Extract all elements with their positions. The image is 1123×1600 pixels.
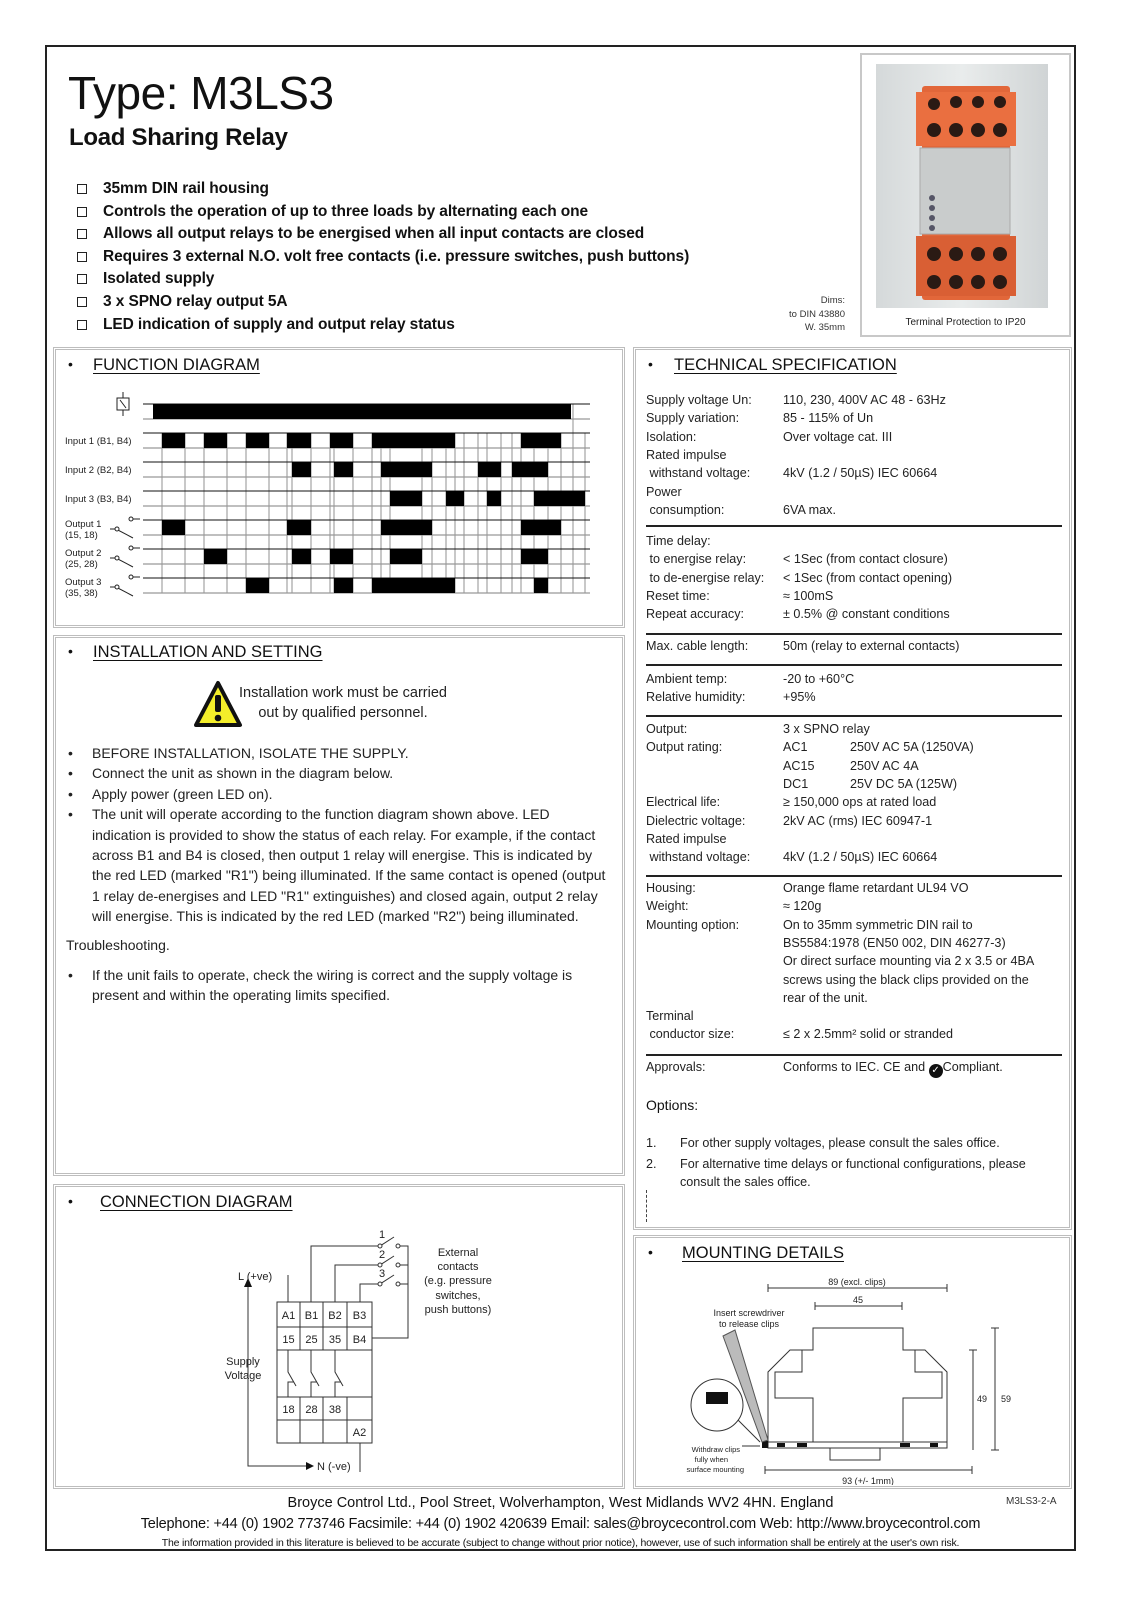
switch-icon: [129, 517, 133, 521]
clip-note: surface mounting: [686, 1465, 744, 1474]
switch-number: 1: [379, 1229, 386, 1241]
spec-label: Power: [646, 484, 682, 499]
output-terminals: (15, 18): [65, 530, 98, 541]
option-text: For other supply voltages, please consult the sales office.: [680, 1136, 1000, 1150]
dim-center: 45: [852, 1295, 864, 1305]
external-note: switches,: [435, 1290, 481, 1302]
spec-row: [646, 430, 1066, 446]
options-title: Options:: [646, 1097, 699, 1113]
spec-label: Isolation:: [646, 429, 697, 444]
spec-row: [646, 672, 1066, 688]
output-3-trace-on: [246, 578, 269, 593]
warning-icon: [193, 680, 243, 728]
bullet-icon: •: [68, 1193, 73, 1209]
supply-trace-on: [153, 404, 571, 419]
spec-label: Mounting option:: [646, 917, 740, 932]
footer-address: Broyce Control Ltd., Pool Street, Wolverhampton, West Midlands WV2 4HN. England: [287, 1495, 834, 1511]
terminal-15: 15: [282, 1334, 295, 1346]
spec-label: Rated impulse: [646, 831, 727, 846]
terminal-25: 25: [305, 1334, 318, 1346]
relay-coil-icon: [120, 392, 126, 416]
spec-value: rear of the unit.: [783, 990, 868, 1005]
spec-label: conductor size:: [646, 1027, 735, 1042]
option-item: [646, 1155, 1061, 1191]
option-text: For alternative time delays or functional configurations, please: [680, 1157, 1026, 1171]
output-name: Output 2: [65, 548, 102, 559]
switch-icon: [110, 519, 140, 538]
screwdriver-note: Insert screwdriver: [713, 1308, 785, 1318]
warning-text: [238, 683, 448, 724]
troubleshooting-title: Troubleshooting.: [66, 936, 170, 953]
option-text: consult the sales office.: [680, 1175, 811, 1189]
switch-icon: [115, 527, 119, 531]
spec-label: Time delay:: [646, 534, 711, 548]
timing-diagram: [55, 380, 595, 602]
input-1-trace-on: [246, 433, 269, 448]
screwdriver-icon: [723, 1330, 768, 1442]
feature-text: Controls the operation of up to three loads by alternating each one: [103, 202, 589, 220]
product-photo: [860, 53, 1071, 337]
feature-text: 3 x SPNO relay output 5A: [103, 292, 288, 310]
spec-value-rating: 250V AC 4A: [850, 758, 919, 773]
input-2-trace-on: [381, 462, 432, 477]
feature-item: [77, 316, 689, 339]
input-2-trace-on: [292, 462, 311, 477]
warning-line: Installation work must be carried: [239, 685, 447, 701]
spec-value: 2kV AC (rms) IEC 60947-1: [783, 813, 933, 828]
spec-value: AC15: [783, 758, 815, 773]
terminal-b2: B2: [328, 1310, 342, 1322]
input-3-trace-on: [487, 491, 501, 506]
spec-row: [646, 639, 1066, 655]
spec-value: DC1: [783, 776, 809, 791]
input-2-trace-on: [512, 462, 548, 477]
installation-steps: [66, 743, 606, 1006]
spec-value-rating: 25V DC 5A (125W): [850, 776, 958, 791]
divider: [646, 1190, 647, 1222]
switch-number: 2: [379, 1249, 386, 1261]
dim-height-59: 59: [1000, 1394, 1012, 1404]
dimensions-note: [789, 294, 845, 335]
bullet-icon: •: [648, 1244, 653, 1260]
spec-row: [646, 795, 1066, 811]
terminal-18: 18: [282, 1404, 295, 1416]
spec-row: [646, 690, 1066, 706]
spec-row: [646, 589, 1066, 605]
spec-divider: [646, 715, 1062, 717]
spec-row: [646, 814, 1066, 830]
switch-icon: [129, 575, 133, 579]
dims-line: W. 35mm: [804, 322, 845, 333]
switch-icon: [115, 556, 119, 560]
terminal-a1: A1: [281, 1310, 296, 1322]
terminal-b1: B1: [304, 1310, 319, 1322]
neutral-label: N (-ve): [317, 1461, 351, 1473]
dim-overall: 89 (excl. clips): [828, 1277, 886, 1287]
spec-row: [646, 759, 1066, 775]
output-terminals: (25, 28): [65, 559, 98, 570]
spec-value: ≤ 2 x 2.5mm² solid or stranded: [783, 1027, 953, 1042]
spec-label: Supply variation:: [646, 411, 740, 426]
spec-label: Housing:: [646, 881, 696, 895]
output-2-trace-on: [330, 549, 353, 564]
input-2-trace-on: [334, 462, 353, 477]
option-number: 2.: [646, 1157, 657, 1171]
spec-divider: [646, 875, 1062, 877]
approvals-text: Compliant.: [942, 1060, 1003, 1074]
output-3-trace-on: [534, 578, 548, 593]
spec-value: Orange flame retardant UL94 VO: [783, 881, 969, 895]
spec-row: [646, 393, 1066, 409]
spec-label: Weight:: [646, 899, 689, 914]
checkbox-bullet-icon: [77, 229, 87, 239]
spec-label: Supply voltage Un:: [646, 393, 752, 407]
spec-label: Dielectric voltage:: [646, 813, 746, 828]
spec-value: ± 0.5% @ constant conditions: [783, 607, 950, 622]
spec-label: to energise relay:: [646, 552, 747, 567]
feature-item: [77, 293, 689, 316]
spec-row: [646, 448, 1066, 464]
footer-disclaimer: The information provided in this literature is believed to be accurate (subject to change without prior notice), however, use of such information shall be entirely at the user's own risk.: [161, 1537, 960, 1549]
step-item: • Connect the unit as shown in the diagram below.: [66, 763, 606, 783]
spec-row: [646, 899, 1066, 915]
step-item: • BEFORE INSTALLATION, ISOLATE THE SUPPLY.: [66, 743, 606, 763]
live-label: L (+ve): [238, 1271, 273, 1283]
dim-height-49: 49: [976, 1394, 988, 1404]
spec-value: +95%: [783, 690, 816, 705]
spec-label: Max. cable length:: [646, 639, 749, 653]
feature-item: [77, 180, 689, 203]
switch-number: 3: [379, 1268, 386, 1280]
spec-value: < 1Sec (from contact opening): [783, 570, 953, 585]
feature-text: 35mm DIN rail housing: [103, 180, 269, 197]
output-name: Output 1: [65, 519, 102, 530]
step-item: • Apply power (green LED on).: [66, 784, 606, 804]
screwdriver-note: to release clips: [718, 1319, 780, 1329]
spec-row: [646, 740, 1066, 756]
spec-divider: [646, 1054, 1062, 1056]
spec-row: [646, 485, 1066, 501]
spec-label: consumption:: [646, 502, 725, 517]
approvals-text: Conforms to IEC. CE and: [783, 1060, 926, 1074]
output-1-trace-on: [381, 520, 432, 535]
function-diagram-heading: FUNCTION DIAGRAM: [93, 356, 260, 374]
input-3-trace-on: [390, 491, 422, 506]
spec-label: Output rating:: [646, 740, 723, 755]
technical-spec-heading: TECHNICAL SPECIFICATION: [674, 356, 897, 374]
output-2-trace-on: [521, 549, 548, 564]
spec-row: [646, 722, 1066, 738]
spec-row: [646, 607, 1066, 623]
spec-label: Repeat accuracy:: [646, 607, 745, 622]
input-1-trace-on: [372, 433, 455, 448]
terminal-35: 35: [328, 1334, 342, 1346]
feature-item: [77, 203, 689, 226]
spec-divider: [646, 664, 1062, 666]
output-1-trace-on: [162, 520, 185, 535]
terminal-b3: B3: [352, 1310, 367, 1322]
spec-row: [646, 918, 1066, 934]
switch-icon: [110, 577, 140, 596]
dims-line: to DIN 43880: [789, 308, 845, 320]
input-1-trace-on: [330, 433, 353, 448]
switch-icon: [129, 546, 133, 550]
spec-row: [646, 936, 1066, 952]
connection-diagram: [200, 1215, 520, 1485]
spec-label: Terminal: [646, 1009, 694, 1024]
arrow-right-icon: [306, 1462, 314, 1470]
spec-label: Reset time:: [646, 588, 710, 603]
spec-value: 50m (relay to external contacts): [783, 639, 960, 653]
checkbox-bullet-icon: [77, 252, 87, 262]
spec-label: withstand voltage:: [646, 850, 751, 865]
option-item: [646, 1134, 1061, 1152]
clip-note: Withdraw clips: [691, 1445, 740, 1454]
spec-row: [646, 466, 1066, 482]
terminal-b4: B4: [352, 1334, 367, 1346]
mounting-heading: MOUNTING DETAILS: [682, 1244, 844, 1262]
output-terminals: (35, 38): [65, 588, 98, 599]
spec-value: ≥ 150,000 ops at rated load: [783, 795, 937, 810]
spec-value: Over voltage cat. III: [783, 429, 893, 444]
feature-item: [77, 248, 689, 271]
terminal-38: 38: [328, 1404, 342, 1416]
checkbox-bullet-icon: [77, 320, 87, 330]
spec-row: [646, 881, 1066, 897]
switch-icon: [115, 585, 119, 589]
supply-label: Supply: [226, 1356, 260, 1368]
spec-value: < 1Sec (from contact closure): [783, 552, 948, 567]
spec-value: ≈ 100mS: [783, 588, 834, 603]
spec-value: 3 x SPNO relay: [783, 722, 870, 736]
checkbox-bullet-icon: [77, 297, 87, 307]
spec-value: 4kV (1.2 / 50µS) IEC 60664: [783, 466, 938, 481]
input-1-trace-on: [162, 433, 185, 448]
spec-value: AC1: [783, 740, 808, 755]
photo-caption: Terminal Protection to IP20: [905, 317, 1026, 328]
page-subtitle: Load Sharing Relay: [69, 124, 288, 151]
spec-row: [646, 534, 1066, 550]
document-code: M3LS3-2-A: [1006, 1496, 1057, 1507]
input-2-label: Input 2 (B2, B4): [65, 465, 132, 476]
checkbox-bullet-icon: [77, 274, 87, 284]
feature-item: [77, 270, 689, 293]
terminal-28: 28: [305, 1404, 318, 1416]
input-1-trace-on: [287, 433, 311, 448]
spec-row: [646, 503, 1066, 519]
c-tick-icon: ✓: [929, 1064, 943, 1078]
input-2-trace-on: [478, 462, 501, 477]
output-2-trace-on: [204, 549, 227, 564]
spec-value-rating: 250V AC 5A (1250VA): [850, 740, 974, 755]
mounting-drawing: [650, 1270, 1050, 1485]
installation-heading: INSTALLATION AND SETTING: [93, 643, 323, 661]
external-note: push buttons): [424, 1304, 492, 1316]
external-note: External: [437, 1247, 479, 1259]
relay-illustration: [876, 64, 1048, 308]
supply-label: Voltage: [224, 1370, 262, 1382]
output-3-trace-on: [372, 578, 455, 593]
spec-row: [646, 991, 1066, 1007]
spec-label: to de-energise relay:: [646, 570, 765, 585]
spec-value: -20 to +60°C: [783, 672, 855, 686]
input-3-trace-on: [446, 491, 464, 506]
spec-divider: [646, 633, 1062, 635]
troubleshooting-item: • If the unit fails to operate, check the wiring is correct and the supply voltage is present and within the operating limits specified.: [66, 965, 606, 1006]
feature-text: Isolated supply: [103, 270, 215, 288]
input-3-trace-on: [534, 491, 585, 506]
output-name: Output 3: [65, 577, 102, 588]
spec-value: BS5584:1978 (EN50 002, DIN 46277-3): [783, 935, 1006, 950]
spec-label: Relative humidity:: [646, 690, 746, 705]
spec-value: ≈ 120g: [783, 899, 822, 914]
spec-row: [646, 832, 1066, 848]
feature-item: [77, 225, 689, 248]
warning-line: out by qualified personnel.: [258, 705, 428, 722]
page-title: Type: M3LS3: [68, 67, 334, 119]
relay-image: [876, 64, 1048, 308]
external-note: contacts: [437, 1261, 479, 1273]
spec-row: [646, 411, 1066, 427]
feature-text: Requires 3 external N.O. volt free contacts (i.e. pressure switches, push buttons): [103, 247, 690, 265]
output-2-trace-on: [390, 549, 422, 564]
spec-value: On to 35mm symmetric DIN rail to: [783, 917, 973, 932]
feature-text: LED indication of supply and output relay status: [103, 315, 455, 333]
checkbox-bullet-icon: [77, 207, 87, 217]
spec-row: [646, 1009, 1066, 1025]
step-item: • The unit will operate according to the function diagram shown above. LED indication is provided to show the status of each relay. For example, if the contact across B1 and B4 is closed, then output 1 relay will energise. This is indicated by the red LED (marked "R1") being illuminated. If the same contact is opened (output 1 relay de-energises and LED "R1" extinguishes) and closed again, output 2 relay will energise. This is indicated by the red LED (marked "R2") being illuminated.: [66, 804, 606, 926]
spec-row: [646, 1027, 1066, 1043]
dim-base: 93 (+/- 1mm): [842, 1476, 894, 1485]
spec-divider: [646, 525, 1062, 527]
output-1-trace-on: [287, 520, 311, 535]
spec-row: [646, 850, 1066, 866]
spec-value: screws using the black clips provided on the: [783, 972, 1029, 987]
spec-label: Ambient temp:: [646, 672, 728, 686]
spec-label: withstand voltage:: [646, 466, 751, 481]
spec-value: 4kV (1.2 / 50µS) IEC 60664: [783, 850, 938, 865]
bullet-icon: •: [68, 356, 73, 372]
spec-value: Or direct surface mounting via 2 x 3.5 or 4BA: [783, 954, 1035, 969]
output-3-trace-on: [334, 578, 353, 593]
output-2-trace-on: [292, 549, 311, 564]
switch-icon: [110, 548, 140, 567]
spec-row: [646, 571, 1066, 587]
footer-contact: Telephone: +44 (0) 1902 773746 Facsimile: +44 (0) 1902 420639 Email: sales@broycecontrol.com Web: http://www.broycecontrol.com: [140, 1516, 981, 1532]
feature-list: [77, 180, 689, 338]
approvals-label: Approvals:: [646, 1060, 706, 1074]
input-1-trace-on: [204, 433, 227, 448]
terminal-a2: A2: [352, 1427, 367, 1439]
output-1-trace-on: [521, 520, 561, 535]
spec-label: Electrical life:: [646, 795, 721, 810]
terminal-block: [277, 1302, 372, 1443]
input-3-label: Input 3 (B3, B4): [65, 494, 132, 505]
options-list: [646, 1134, 1061, 1191]
input-1-label: Input 1 (B1, B4): [65, 436, 132, 447]
spec-row: [646, 552, 1066, 568]
input-1-trace-on: [521, 433, 561, 448]
spec-value: 85 - 115% of Un: [783, 411, 874, 426]
spec-label: Output:: [646, 722, 688, 736]
checkbox-bullet-icon: [77, 184, 87, 194]
spec-value: 6VA max.: [783, 502, 836, 517]
spec-value: 110, 230, 400V AC 48 - 63Hz: [783, 393, 946, 407]
spec-row: [646, 973, 1066, 989]
spec-label: Rated impulse: [646, 447, 727, 462]
spec-row: [646, 777, 1066, 793]
dims-line: Dims:: [820, 295, 845, 306]
option-number: 1.: [646, 1136, 657, 1150]
external-note: (e.g. pressure: [424, 1275, 492, 1287]
spec-row: [646, 954, 1066, 970]
clip-note: fully when: [694, 1455, 728, 1464]
connection-heading: CONNECTION DIAGRAM: [100, 1193, 293, 1211]
feature-text: Allows all output relays to be energised when all input contacts are closed: [103, 225, 645, 243]
bullet-icon: •: [648, 356, 653, 372]
bullet-icon: •: [68, 643, 73, 659]
approvals-value: [783, 1060, 1003, 1078]
